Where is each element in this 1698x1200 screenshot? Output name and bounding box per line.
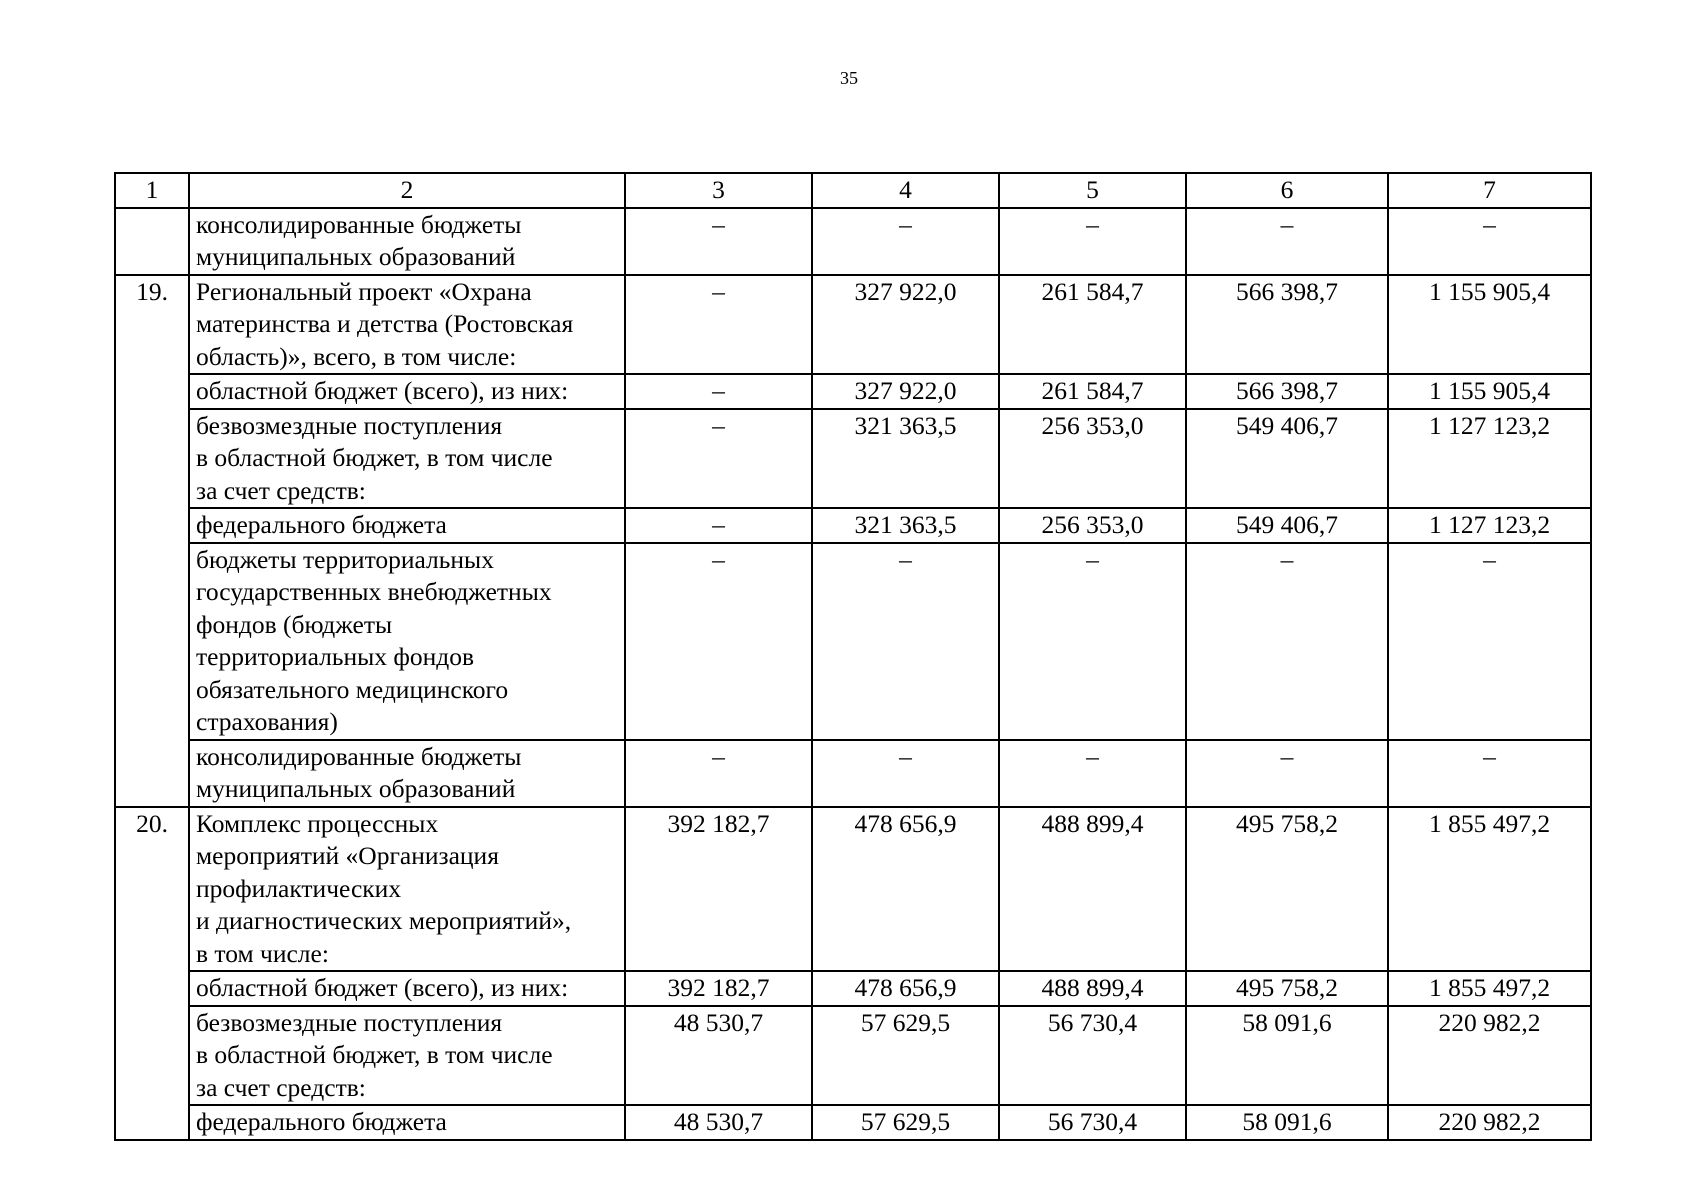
value-cell-col-6: – — [1186, 208, 1388, 275]
table-row — [115, 374, 1591, 409]
value-cell-col-6: 495 758,2 — [1186, 971, 1388, 1006]
row-label-line: бюджеты территориальных — [196, 544, 494, 574]
row-label-line: консолидированные бюджеты — [196, 209, 522, 239]
value-cell-col-6: – — [1186, 543, 1388, 740]
header-cell-2: 2 — [189, 173, 625, 208]
row-label-line: материнства и детства (Ростовская — [196, 309, 574, 338]
table-row — [115, 807, 1591, 972]
value-cell-col-6: 549 406,7 — [1186, 508, 1388, 543]
value-cell-col-4: – — [812, 543, 999, 740]
value-cell-col-3: – — [625, 409, 812, 509]
value-cell-col-4: 321 363,5 — [812, 409, 999, 509]
value-cell-col-4: 327 922,0 — [812, 275, 999, 375]
row-label-cell — [189, 275, 625, 375]
value-cell-col-7: 1 155 905,4 — [1388, 275, 1591, 375]
value-cell-col-3: 392 182,7 — [625, 807, 812, 972]
header-cell-5: 5 — [999, 173, 1186, 208]
row-label-cell — [189, 807, 625, 972]
row-label-line: фондов (бюджеты — [196, 609, 393, 639]
row-label-line: территориальных фондов — [196, 642, 475, 671]
value-cell-col-4: 57 629,5 — [812, 1105, 999, 1140]
value-cell-col-5: 261 584,7 — [999, 275, 1186, 375]
row-label-line: муниципальных образований — [196, 774, 516, 803]
value-cell-col-6: 58 091,6 — [1186, 1006, 1388, 1106]
row-label-line: областной бюджет (всего), из них: — [196, 973, 569, 1002]
header-cell-1: 1 — [115, 173, 189, 208]
value-cell-col-5: 256 353,0 — [999, 508, 1186, 543]
page-number: 35 — [840, 68, 858, 88]
value-cell-col-6: 58 091,6 — [1186, 1105, 1388, 1140]
value-cell-col-7: – — [1388, 543, 1591, 740]
value-cell-col-3: – — [625, 543, 812, 740]
row-label-line: и диагностических мероприятий», — [196, 906, 572, 935]
row-label-line: областной бюджет (всего), из них: — [196, 376, 569, 405]
row-label-cell — [189, 971, 625, 1006]
value-cell-col-6: 566 398,7 — [1186, 374, 1388, 409]
value-cell-col-3: 392 182,7 — [625, 971, 812, 1006]
header-cell-3: 3 — [625, 173, 812, 208]
value-cell-col-3: – — [625, 374, 812, 409]
row-label-cell — [189, 208, 625, 275]
value-cell-col-4: 57 629,5 — [812, 1006, 999, 1106]
value-cell-col-5: 256 353,0 — [999, 409, 1186, 509]
value-cell-col-7: 220 982,2 — [1388, 1006, 1591, 1106]
value-cell-col-4: 478 656,9 — [812, 807, 999, 972]
header-cell-7: 7 — [1388, 173, 1591, 208]
row-label-line: федерального бюджета — [196, 1107, 447, 1136]
table-row — [115, 971, 1591, 1006]
row-label-line: муниципальных образований — [196, 242, 516, 271]
value-cell-col-4: 478 656,9 — [812, 971, 999, 1006]
row-label-line: безвозмездные поступления — [196, 1007, 503, 1037]
value-cell-col-7: 1 855 497,2 — [1388, 971, 1591, 1006]
row-label-cell — [189, 740, 625, 807]
table-row — [115, 275, 1591, 375]
value-cell-col-5: 56 730,4 — [999, 1105, 1186, 1140]
value-cell-col-3: – — [625, 740, 812, 807]
row-label-line: Региональный проект «Охрана — [196, 276, 532, 306]
table-row — [115, 508, 1591, 543]
row-label-line: обязательного медицинского — [196, 674, 509, 704]
row-label-cell — [189, 409, 625, 509]
item-number-cell — [115, 208, 189, 275]
row-label-line: мероприятий «Организация — [196, 841, 499, 870]
table-row — [115, 543, 1591, 740]
row-label-line: безвозмездные поступления — [196, 410, 503, 440]
header-row — [115, 173, 1591, 208]
value-cell-col-3: 48 530,7 — [625, 1105, 812, 1140]
value-cell-col-7: – — [1388, 740, 1591, 807]
row-label-line: профилактических — [196, 873, 402, 903]
value-cell-col-5: 261 584,7 — [999, 374, 1186, 409]
row-label-line: за счет средств: — [196, 1072, 366, 1102]
value-cell-col-6: – — [1186, 740, 1388, 807]
value-cell-col-5: 488 899,4 — [999, 807, 1186, 972]
item-number-cell: 19. — [115, 275, 189, 807]
table-row — [115, 409, 1591, 509]
value-cell-col-4: – — [812, 208, 999, 275]
table-row — [115, 1006, 1591, 1106]
table-body — [115, 173, 1591, 1140]
value-cell-col-5: – — [999, 543, 1186, 740]
row-label-line: государственных внебюджетных — [196, 577, 552, 606]
table-row — [115, 208, 1591, 275]
value-cell-col-3: 48 530,7 — [625, 1006, 812, 1106]
value-cell-col-7: 220 982,2 — [1388, 1105, 1591, 1140]
row-label-line: страхования) — [196, 707, 338, 736]
row-label-cell — [189, 543, 625, 740]
row-label-line: Комплекс процессных — [196, 808, 439, 838]
table-row — [115, 1105, 1591, 1140]
value-cell-col-6: 566 398,7 — [1186, 275, 1388, 375]
row-label-cell — [189, 374, 625, 409]
row-label-line: в областной бюджет, в том числе — [196, 443, 553, 472]
value-cell-col-6: 549 406,7 — [1186, 409, 1388, 509]
value-cell-col-3: – — [625, 275, 812, 375]
value-cell-col-5: – — [999, 208, 1186, 275]
value-cell-col-4: 327 922,0 — [812, 374, 999, 409]
value-cell-col-3: – — [625, 208, 812, 275]
value-cell-col-5: – — [999, 740, 1186, 807]
header-cell-6: 6 — [1186, 173, 1388, 208]
value-cell-col-4: 321 363,5 — [812, 508, 999, 543]
value-cell-col-7: 1 127 123,2 — [1388, 508, 1591, 543]
value-cell-col-7: 1 155 905,4 — [1388, 374, 1591, 409]
value-cell-col-7: 1 855 497,2 — [1388, 807, 1591, 972]
row-label-line: за счет средств: — [196, 475, 366, 505]
table-row — [115, 740, 1591, 807]
budget-table — [114, 172, 1592, 1141]
row-label-cell — [189, 1105, 625, 1140]
row-label-cell — [189, 508, 625, 543]
row-label-line: область)», всего, в том числе: — [196, 341, 517, 371]
row-label-line: консолидированные бюджеты — [196, 741, 522, 771]
row-label-cell — [189, 1006, 625, 1106]
row-label-line: в областной бюджет, в том числе — [196, 1040, 553, 1069]
value-cell-col-5: 488 899,4 — [999, 971, 1186, 1006]
row-label-line: в том числе: — [196, 938, 329, 968]
value-cell-col-3: – — [625, 508, 812, 543]
header-cell-4: 4 — [812, 173, 999, 208]
item-number-cell: 20. — [115, 807, 189, 1140]
value-cell-col-5: 56 730,4 — [999, 1006, 1186, 1106]
value-cell-col-6: 495 758,2 — [1186, 807, 1388, 972]
value-cell-col-4: – — [812, 740, 999, 807]
value-cell-col-7: – — [1388, 208, 1591, 275]
row-label-line: федерального бюджета — [196, 510, 447, 539]
value-cell-col-7: 1 127 123,2 — [1388, 409, 1591, 509]
